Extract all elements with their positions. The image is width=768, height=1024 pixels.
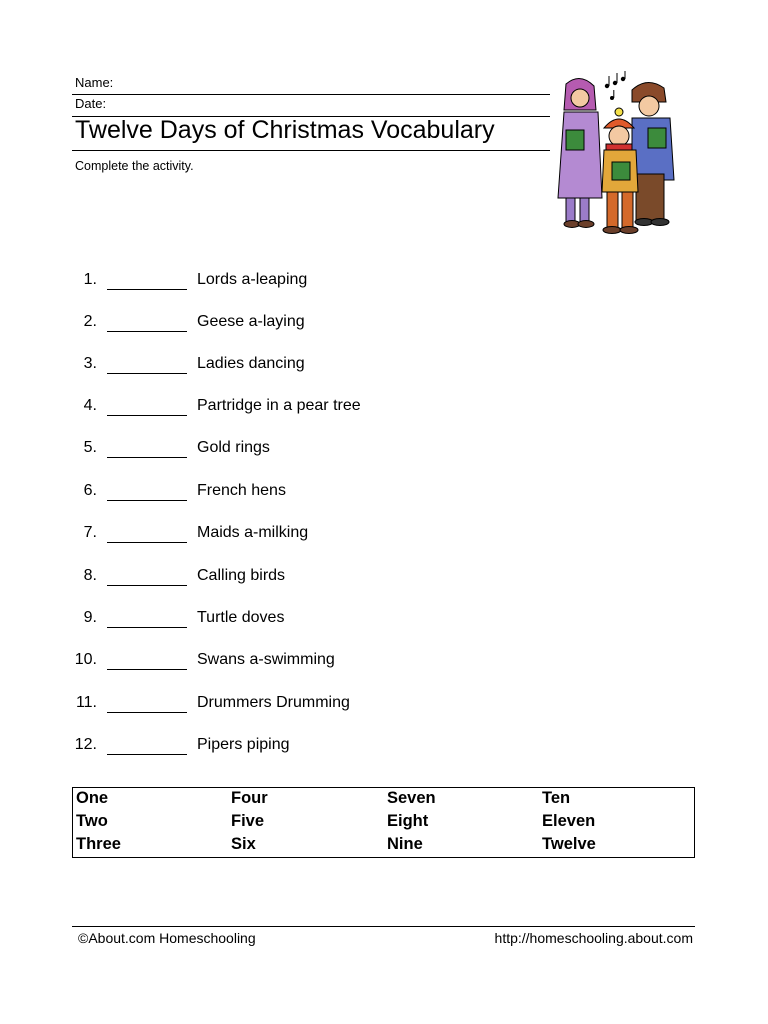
word-bank-word: Four	[231, 789, 268, 807]
question-item	[60, 355, 460, 379]
question-text: Ladies dancing	[197, 355, 305, 372]
question-text: Partridge in a pear tree	[197, 397, 361, 414]
page-title: Twelve Days of Christmas Vocabulary	[75, 116, 495, 144]
footer-url[interactable]: http://homeschooling.about.com	[494, 930, 693, 946]
question-text: Turtle doves	[197, 609, 285, 626]
question-number: 7.	[83, 524, 97, 541]
question-text: Swans a-swimming	[197, 651, 335, 668]
word-bank-word: One	[76, 789, 109, 807]
question-number: 9.	[83, 609, 97, 626]
answer-blank[interactable]	[107, 585, 187, 586]
question-text: Calling birds	[197, 567, 286, 584]
date-label: Date:	[75, 96, 107, 111]
question-item	[60, 439, 460, 463]
footer-copyright: ©About.com Homeschooling	[78, 930, 256, 946]
question-number: 1.	[83, 271, 97, 288]
name-line	[72, 94, 550, 95]
answer-blank[interactable]	[107, 373, 187, 374]
word-bank-word: Nine	[387, 835, 423, 853]
word-bank-word: Ten	[542, 789, 571, 807]
word-bank-word: Eight	[387, 812, 429, 830]
question-item	[60, 524, 460, 548]
question-number: 3.	[83, 355, 97, 372]
word-bank	[72, 787, 695, 858]
question-number: 2.	[83, 313, 97, 330]
question-number: 8.	[83, 567, 97, 584]
music-notes-icon	[605, 71, 626, 100]
question-number: 4.	[83, 397, 97, 414]
question-item	[60, 482, 460, 506]
word-bank-word: Three	[76, 835, 121, 853]
question-text: Drummers Drumming	[197, 694, 350, 711]
answer-blank[interactable]	[107, 457, 187, 458]
answer-blank[interactable]	[107, 712, 187, 713]
question-text: Geese a-laying	[197, 313, 305, 330]
question-item	[60, 694, 460, 718]
word-bank-word: Twelve	[542, 835, 596, 853]
question-text: French hens	[197, 482, 286, 499]
question-item	[60, 651, 460, 675]
word-bank-word: Two	[76, 812, 108, 830]
answer-blank[interactable]	[107, 415, 187, 416]
question-number: 5.	[83, 439, 97, 456]
question-item	[60, 609, 460, 633]
question-item	[60, 271, 460, 295]
answer-blank[interactable]	[107, 754, 187, 755]
answer-blank[interactable]	[107, 289, 187, 290]
question-item	[60, 313, 460, 337]
question-number: 10.	[74, 651, 97, 668]
answer-blank[interactable]	[107, 542, 187, 543]
question-text: Maids a-milking	[197, 524, 309, 541]
question-number: 11.	[75, 694, 97, 711]
question-item	[60, 567, 460, 591]
name-label: Name:	[75, 75, 114, 90]
question-number: 6.	[83, 482, 97, 499]
word-bank-word: Eleven	[542, 812, 596, 830]
word-bank-word: Five	[231, 812, 265, 830]
question-item	[60, 736, 460, 760]
word-bank-word: Seven	[387, 789, 436, 807]
answer-blank[interactable]	[107, 627, 187, 628]
question-number: 12.	[74, 736, 97, 753]
question-item	[60, 397, 460, 421]
word-bank-word: Six	[231, 835, 256, 853]
answer-blank[interactable]	[107, 669, 187, 670]
answer-blank[interactable]	[107, 500, 187, 501]
instructions: Complete the activity.	[75, 159, 194, 173]
answer-blank[interactable]	[107, 331, 187, 332]
footer-divider	[72, 926, 695, 927]
question-text: Gold rings	[197, 439, 270, 456]
title-underline	[72, 150, 550, 151]
question-text: Lords a-leaping	[197, 271, 308, 288]
carolers-illustration	[552, 70, 682, 240]
question-text: Pipers piping	[197, 736, 290, 753]
